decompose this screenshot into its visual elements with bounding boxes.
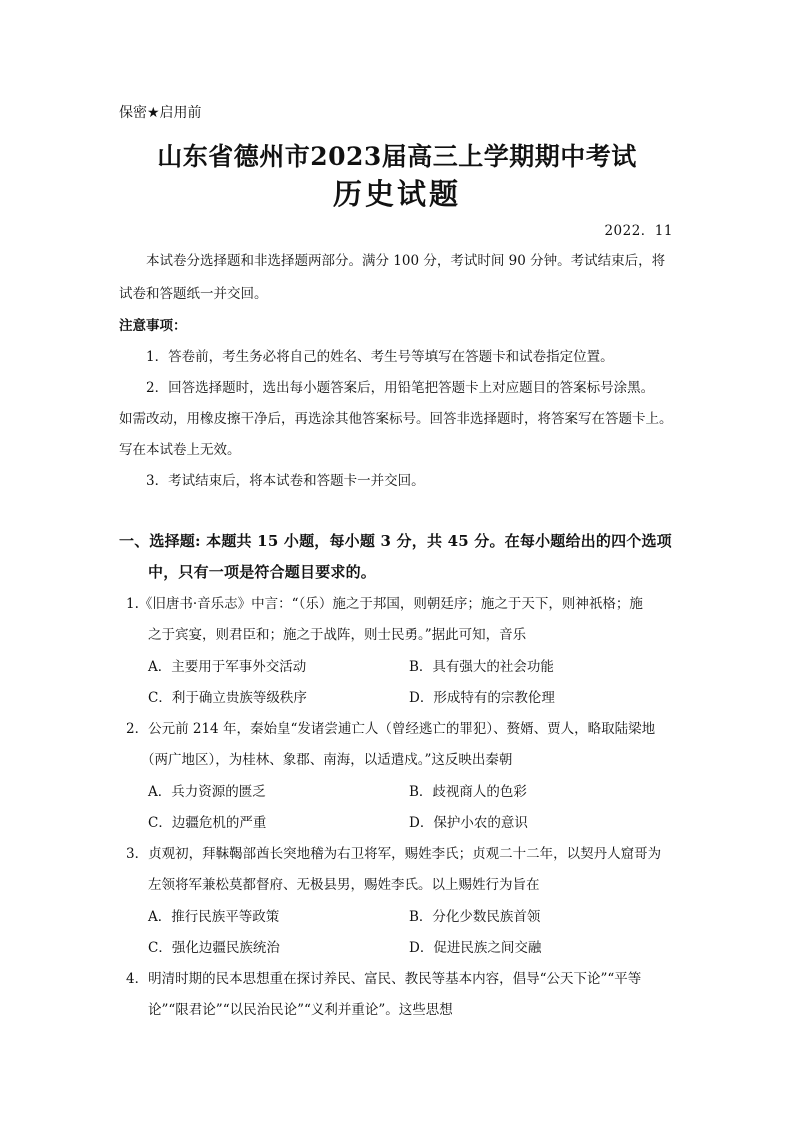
- question-1-option-c: C．利于确立贵族等级秩序: [148, 690, 307, 706]
- question-1-option-b: B．具有强大的社会功能: [409, 659, 554, 675]
- question-1-option-d: D．形成特有的宗教伦理: [409, 690, 555, 706]
- note-2-line-2: 如需改动，用橡皮擦干净后，再选涂其他答案标号。回答非选择题时，将答案写在答题卡上。: [119, 411, 673, 427]
- subject-title: 历史试题: [332, 177, 461, 211]
- question-2-option-d: D．保护小农的意识: [409, 815, 528, 831]
- question-3-line-1: 3．贞观初，拜靺鞨部酋长突地稽为右卫将军，赐姓李氏；贞观二十二年，以契丹人窟哥为: [126, 846, 662, 862]
- section-heading-line-2: 中，只有一项是符合题目要求的。: [148, 563, 377, 581]
- intro-line-2: 试卷和答题纸一并交回。: [119, 286, 268, 302]
- question-3-option-d: D．促进民族之间交融: [409, 940, 542, 956]
- note-2-line-3: 写在本试卷上无效。: [119, 442, 241, 458]
- secret-label: 保密★启用前: [119, 105, 202, 121]
- question-3-option-c: C．强化边疆民族统治: [148, 940, 280, 956]
- question-1-line-1: 1.《旧唐书·音乐志》中言：“（乐）施之于邦国，则朝廷序；施之于天下，则神祇格；施: [126, 596, 643, 612]
- question-3-option-a: A．推行民族平等政策: [148, 909, 280, 925]
- question-2-line-2: （两广地区），为桂林、象郡、南海，以适遣戍。”这反映出秦朝: [141, 752, 513, 768]
- question-2-option-b: B．歧视商人的色彩: [409, 784, 527, 800]
- note-3: 3．考试结束后，将本试卷和答题卡一并交回。: [146, 473, 425, 489]
- question-3-line-2: 左领将军兼松莫都督府、无极县男，赐姓李氏。以上赐姓行为旨在: [148, 877, 540, 893]
- question-2-option-c: C．边疆危机的严重: [148, 815, 267, 831]
- note-2-line-1: 2．回答选择题时，选出每小题答案后，用铅笔把答题卡上对应题目的答案标号涂黑。: [146, 380, 655, 396]
- exam-date: 2022．11: [604, 223, 673, 239]
- question-4-line-2: 论”“限君论”“以民治民论”“义利并重论”。这些思想: [148, 1002, 453, 1018]
- exam-title: 山东省德州市2023届高三上学期期中考试: [157, 142, 637, 171]
- note-1: 1．答卷前，考生务必将自己的姓名、考生号等填写在答题卡和试卷指定位置。: [146, 349, 614, 365]
- section-heading-line-1: 一、选择题: 本题共 15 小题，每小题 3 分，共 45 分。在每小题给出的四个选项: [119, 532, 672, 550]
- notes-heading: 注意事项：: [119, 318, 187, 334]
- question-1-line-2: 之于宾宴，则君臣和；施之于战阵，则士民勇。”据此可知，音乐: [148, 627, 527, 643]
- question-3-option-b: B．分化少数民族首领: [409, 909, 541, 925]
- intro-line-1: 本试卷分选择题和非选择题两部分。满分 100 分，考试时间 90 分钟。考试结束后，将: [146, 253, 666, 269]
- question-1-option-a: A．主要用于军事外交活动: [148, 659, 307, 675]
- question-2-line-1: 2．公元前 214 年，秦始皇“发诸尝逋亡人（曾经逃亡的罪犯）、赘婿、贾人，略取陆梁地: [126, 721, 656, 737]
- question-4-line-1: 4．明清时期的民本思想重在探讨养民、富民、教民等基本内容，倡导“公天下论”“平等: [126, 971, 642, 987]
- question-2-option-a: A．兵力资源的匮乏: [148, 784, 266, 800]
